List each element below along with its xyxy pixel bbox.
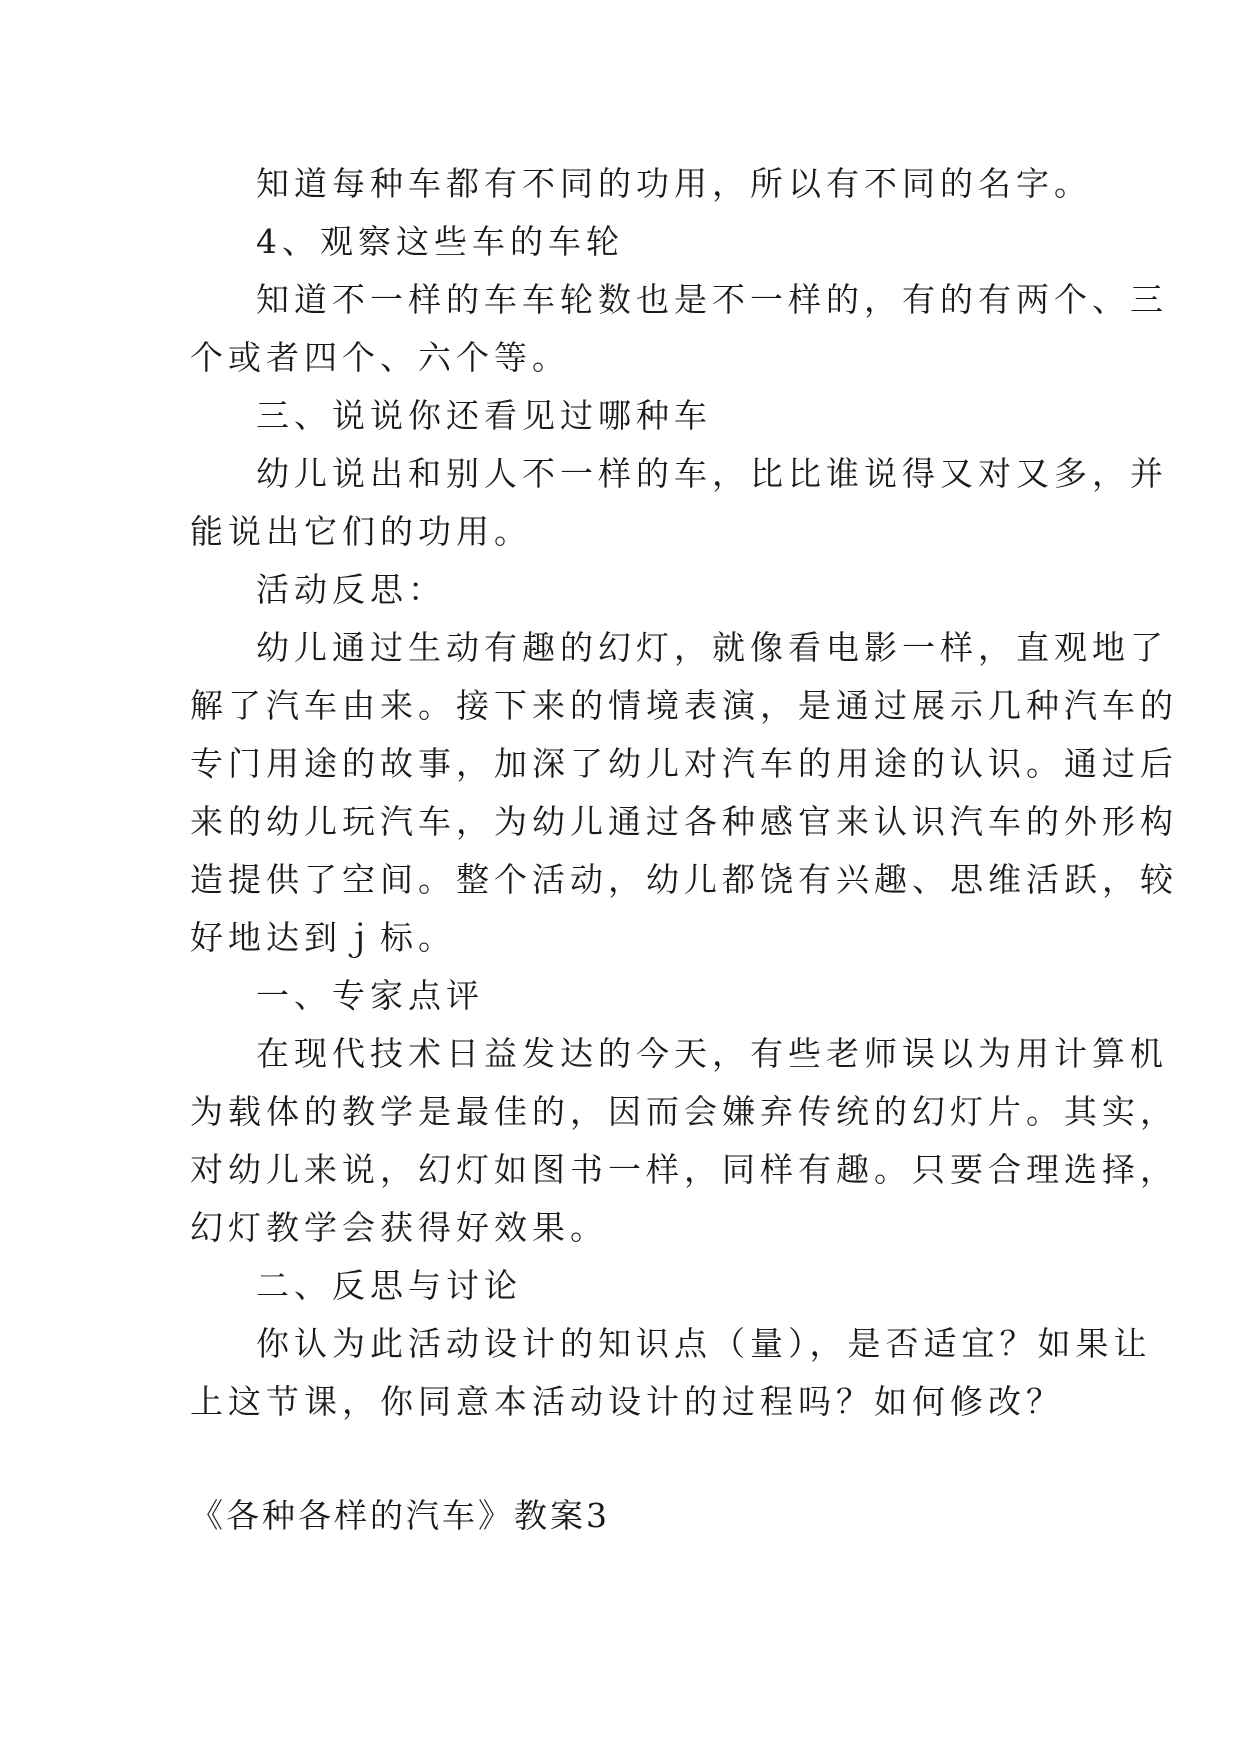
paragraph-line: 幻灯教学会获得好效果。 (190, 1208, 608, 1247)
paragraph-line: 个或者四个、六个等。 (190, 338, 570, 377)
paragraph-line: 为载体的教学是最佳的，因而会嫌弃传统的幻灯片。其实， (190, 1092, 1178, 1131)
paragraph-line: 对幼儿来说，幻灯如图书一样，同样有趣。只要合理选择， (190, 1150, 1178, 1189)
section-heading: 三、说说你还看见过哪种车 (256, 396, 712, 435)
paragraph-line: 造提供了空间。整个活动，幼儿都饶有兴趣、思维活跃，较 (190, 860, 1178, 899)
paragraph-line: 知道每种车都有不同的功用，所以有不同的名字。 (256, 164, 1092, 203)
paragraph-line: 幼儿通过生动有趣的幻灯，就像看电影一样，直观地了 (256, 628, 1168, 667)
section-heading: 4、观察这些车的车轮 (256, 222, 624, 261)
paragraph-line: 好地达到ｊ标。 (190, 918, 456, 957)
section-heading: 一、专家点评 (256, 976, 484, 1015)
paragraph-line: 在现代技术日益发达的今天，有些老师误以为用计算机 (256, 1034, 1168, 1073)
section-heading: 活动反思： (256, 570, 446, 609)
paragraph-line: 能说出它们的功用。 (190, 512, 532, 551)
paragraph-line: 你认为此活动设计的知识点（量），是否适宜？如果让 (256, 1324, 1152, 1363)
paragraph-line: 来的幼儿玩汽车，为幼儿通过各种感官来认识汽车的外形构 (190, 802, 1178, 841)
paragraph-line: 解了汽车由来。接下来的情境表演，是通过展示几种汽车的 (190, 686, 1178, 725)
paragraph-line: 幼儿说出和别人不一样的车，比比谁说得又对又多，并 (256, 454, 1168, 493)
paragraph-line: 专门用途的故事，加深了幼儿对汽车的用途的认识。通过后 (190, 744, 1178, 783)
paragraph-line: 知道不一样的车车轮数也是不一样的，有的有两个、三 (256, 280, 1168, 319)
lesson-plan-title: 《各种各样的汽车》教案3 (190, 1496, 610, 1535)
section-heading: 二、反思与讨论 (256, 1266, 522, 1305)
paragraph-line: 上这节课，你同意本活动设计的过程吗？如何修改？ (190, 1382, 1064, 1421)
document-body (190, 155, 1178, 1431)
